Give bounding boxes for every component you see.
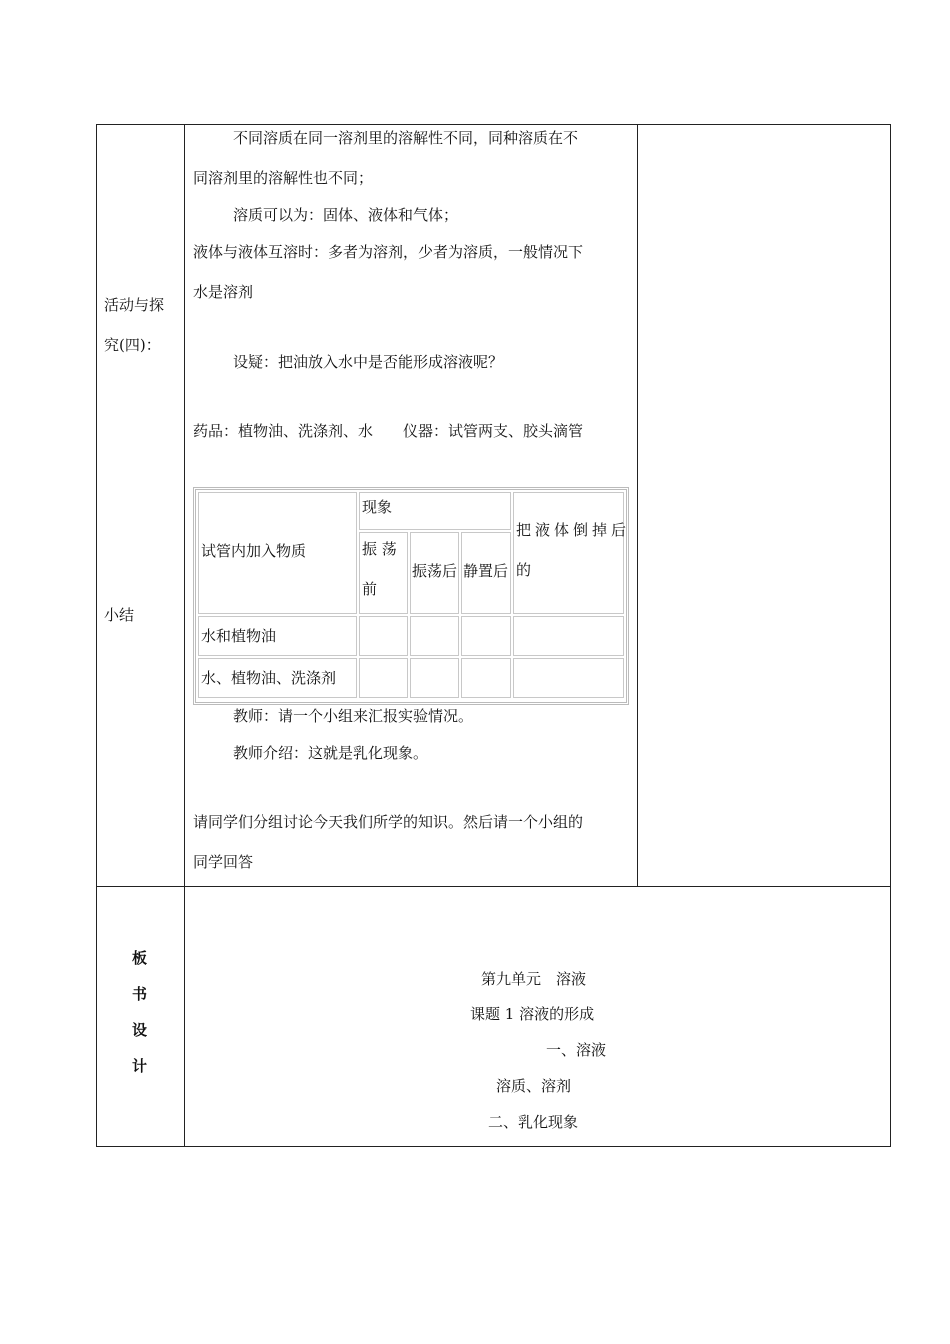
sub-still: 静置后 xyxy=(463,562,509,580)
activity-label-line2: 究(四)： xyxy=(104,336,161,354)
table-cell xyxy=(410,616,459,656)
header-phenomenon: 现象 xyxy=(362,498,393,516)
sub-before-line1: 振 荡 xyxy=(362,540,397,558)
teacher-line-2: 教师介绍：这就是乳化现象。 xyxy=(233,744,429,762)
board-section-1: 一、溶液 xyxy=(546,1041,607,1059)
board-label-2: 书 xyxy=(132,985,148,1003)
board-label-1: 板 xyxy=(132,949,148,967)
board-label-3: 设 xyxy=(132,1021,148,1039)
sub-after-cell xyxy=(410,532,459,614)
sub-after: 振荡后 xyxy=(412,562,458,580)
board-items: 溶质、溶剂 xyxy=(496,1077,572,1095)
table-cell xyxy=(410,658,459,698)
summary-label: 小结 xyxy=(104,606,135,624)
header-pour-line2: 的 xyxy=(516,561,532,579)
table-row-2-label: 水、植物油、洗涤剂 xyxy=(201,669,337,687)
header-phenomenon-cell xyxy=(359,492,511,530)
table-row-1-label-cell xyxy=(198,616,357,656)
paragraph-1-line2: 同溶剂里的溶解性也不同； xyxy=(193,169,374,187)
teacher-line-1: 教师：请一个小组来汇报实验情况。 xyxy=(233,707,474,725)
sub-before-cell xyxy=(359,532,408,614)
header-substance: 试管内加入物质 xyxy=(201,542,307,560)
table-divider xyxy=(96,886,891,887)
board-section-2: 二、乳化现象 xyxy=(488,1113,579,1131)
table-cell xyxy=(359,658,408,698)
table-cell xyxy=(513,616,624,656)
paragraph-1-line1: 不同溶质在同一溶剂里的溶解性不同，同种溶质在不 xyxy=(233,129,579,147)
table-row-1-label: 水和植物油 xyxy=(201,627,277,645)
paragraph-3-line2: 水是溶剂 xyxy=(193,283,254,301)
table-cell xyxy=(461,616,511,656)
table-row-2-label-cell xyxy=(198,658,357,698)
table-cell xyxy=(359,616,408,656)
paragraph-3-line1: 液体与液体互溶时：多者为溶剂，少者为溶质，一般情况下 xyxy=(193,243,584,261)
materials-text: 药品：植物油、洗涤剂、水 仪器：试管两支、胶头滴管 xyxy=(193,422,584,440)
activity-label-line1: 活动与探 xyxy=(104,296,165,314)
header-pour-line1: 把液体倒掉后 xyxy=(516,521,631,539)
table-cell xyxy=(461,658,511,698)
table-cell xyxy=(513,658,624,698)
sub-before-line2: 前 xyxy=(362,580,378,598)
experiment-table xyxy=(193,487,629,705)
discussion-line-1: 请同学们分组讨论今天我们所学的知识。然后请一个小组的 xyxy=(193,813,584,831)
header-pour-cell xyxy=(513,492,631,614)
table-divider xyxy=(184,124,185,1147)
header-substance-cell xyxy=(198,492,357,614)
board-unit: 第九单元 溶液 xyxy=(481,970,587,988)
paragraph-2: 溶质可以为：固体、液体和气体； xyxy=(233,206,459,224)
sub-still-cell xyxy=(461,532,511,614)
question-text: 设疑：把油放入水中是否能形成溶液呢？ xyxy=(233,353,504,371)
table-divider xyxy=(637,124,638,886)
board-label-4: 计 xyxy=(132,1057,148,1075)
board-lesson: 课题 1 溶液的形成 xyxy=(470,1005,595,1023)
discussion-line-2: 同学回答 xyxy=(193,853,254,871)
